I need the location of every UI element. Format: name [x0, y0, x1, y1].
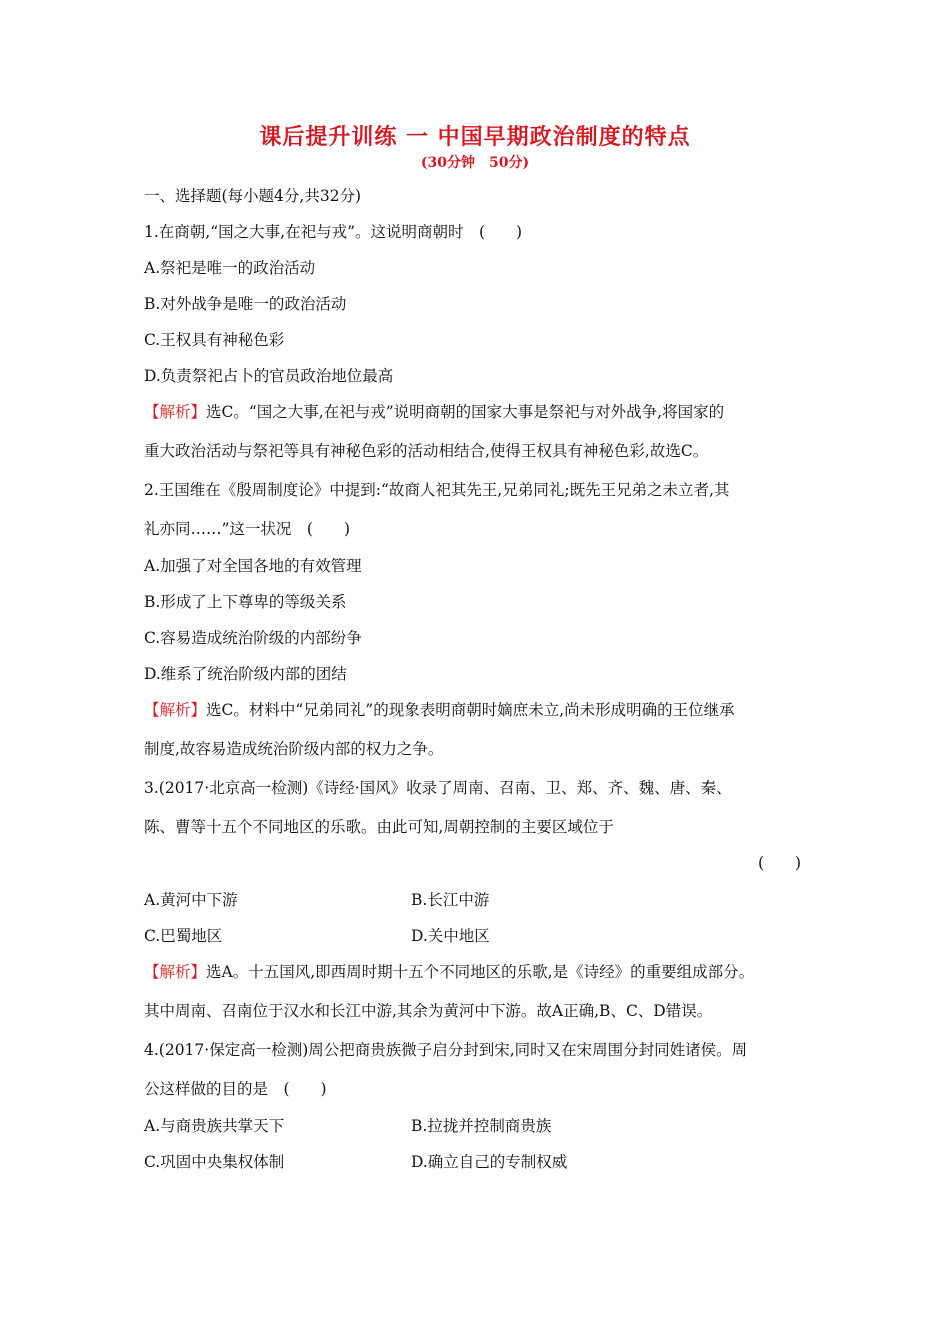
- question-4-stem: 4.(2017·保定高一检测)周公把商贵族微子启分封到宋,同时又在宋周围分封同姓诸侯。周: [144, 1041, 748, 1059]
- explanation-text: 选A。十五国风,即西周时期十五个不同地区的乐歌,是《诗经》的重要组成部分。: [206, 963, 755, 981]
- question-4-option-a: A.与商贵族共掌天下: [144, 1117, 285, 1135]
- question-1-option-d: D.负责祭祀占卜的官员政治地位最高: [144, 367, 394, 385]
- question-1-option-c: C.王权具有神秘色彩: [144, 331, 285, 349]
- question-3-option-d: D.关中地区: [411, 927, 490, 945]
- question-4-stem-cont: 公这样做的目的是 ( ): [144, 1080, 327, 1098]
- question-2-explanation-cont: 制度,故容易造成统治阶级内部的权力之争。: [144, 740, 444, 758]
- question-2-stem-cont: 礼亦同……”这一状况 ( ): [144, 520, 351, 538]
- question-2-option-d: D.维系了统治阶级内部的团结: [144, 665, 347, 683]
- question-4-option-d: D.确立自己的专制权威: [411, 1153, 568, 1171]
- explanation-text: 选C。材料中“兄弟同礼”的现象表明商朝时嫡庶未立,尚未形成明确的王位继承: [206, 701, 735, 719]
- page-title: 课后提升训练 一 中国早期政治制度的特点: [259, 124, 691, 150]
- page-subtitle: (30分钟 50分): [420, 155, 530, 171]
- question-3-stem: 3.(2017·北京高一检测)《诗经·国风》收录了周南、召南、卫、郑、齐、魏、唐、秦、: [144, 779, 732, 797]
- question-4-option-c: C.巩固中央集权体制: [144, 1153, 285, 1171]
- question-3-option-c: C.巴蜀地区: [144, 927, 223, 945]
- question-3-option-a: A.黄河中下游: [144, 891, 238, 909]
- question-3-explanation: [144, 962, 810, 982]
- question-2-stem: 2.王国维在《殷周制度论》中提到:“故商人祀其先王,兄弟同礼;既先王兄弟之未立者,其: [144, 481, 730, 499]
- question-2-option-a: A.加强了对全国各地的有效管理: [144, 557, 362, 575]
- question-3-stem-cont: 陈、曹等十五个不同地区的乐歌。由此可知,周朝控制的主要区域位于: [144, 818, 614, 836]
- question-4-option-b: B.拉拢并控制商贵族: [411, 1117, 552, 1135]
- question-1-explanation-cont: 重大政治活动与祭祀等具有神秘色彩的活动相结合,使得王权具有神秘色彩,故选C。: [144, 442, 709, 460]
- explanation-tag: 【解析】: [144, 403, 207, 421]
- question-1-explanation: [144, 402, 810, 422]
- question-3-explanation-cont: 其中周南、召南位于汉水和长江中游,其余为黄河中下游。故A正确,B、C、D错误。: [144, 1002, 713, 1020]
- question-2-option-b: B.形成了上下尊卑的等级关系: [144, 593, 347, 611]
- question-1-option-a: A.祭祀是唯一的政治活动: [144, 259, 316, 277]
- explanation-tag: 【解析】: [144, 963, 207, 981]
- explanation-text: 选C。“国之大事,在祀与戎”说明商朝的国家大事是祭祀与对外战争,将国家的: [206, 403, 725, 421]
- explanation-tag: 【解析】: [144, 701, 207, 719]
- question-3-option-b: B.长江中游: [411, 891, 490, 909]
- question-2-explanation: [144, 700, 810, 720]
- section-heading: 一、选择题(每小题4分,共32分): [144, 187, 362, 205]
- question-1-option-b: B.对外战争是唯一的政治活动: [144, 295, 347, 313]
- question-1-stem: 1.在商朝,“国之大事,在祀与戎”。这说明商朝时 ( ): [144, 223, 523, 241]
- question-3-answer-bracket: ( ): [758, 854, 802, 872]
- question-2-option-c: C.容易造成统治阶级的内部纷争: [144, 629, 362, 647]
